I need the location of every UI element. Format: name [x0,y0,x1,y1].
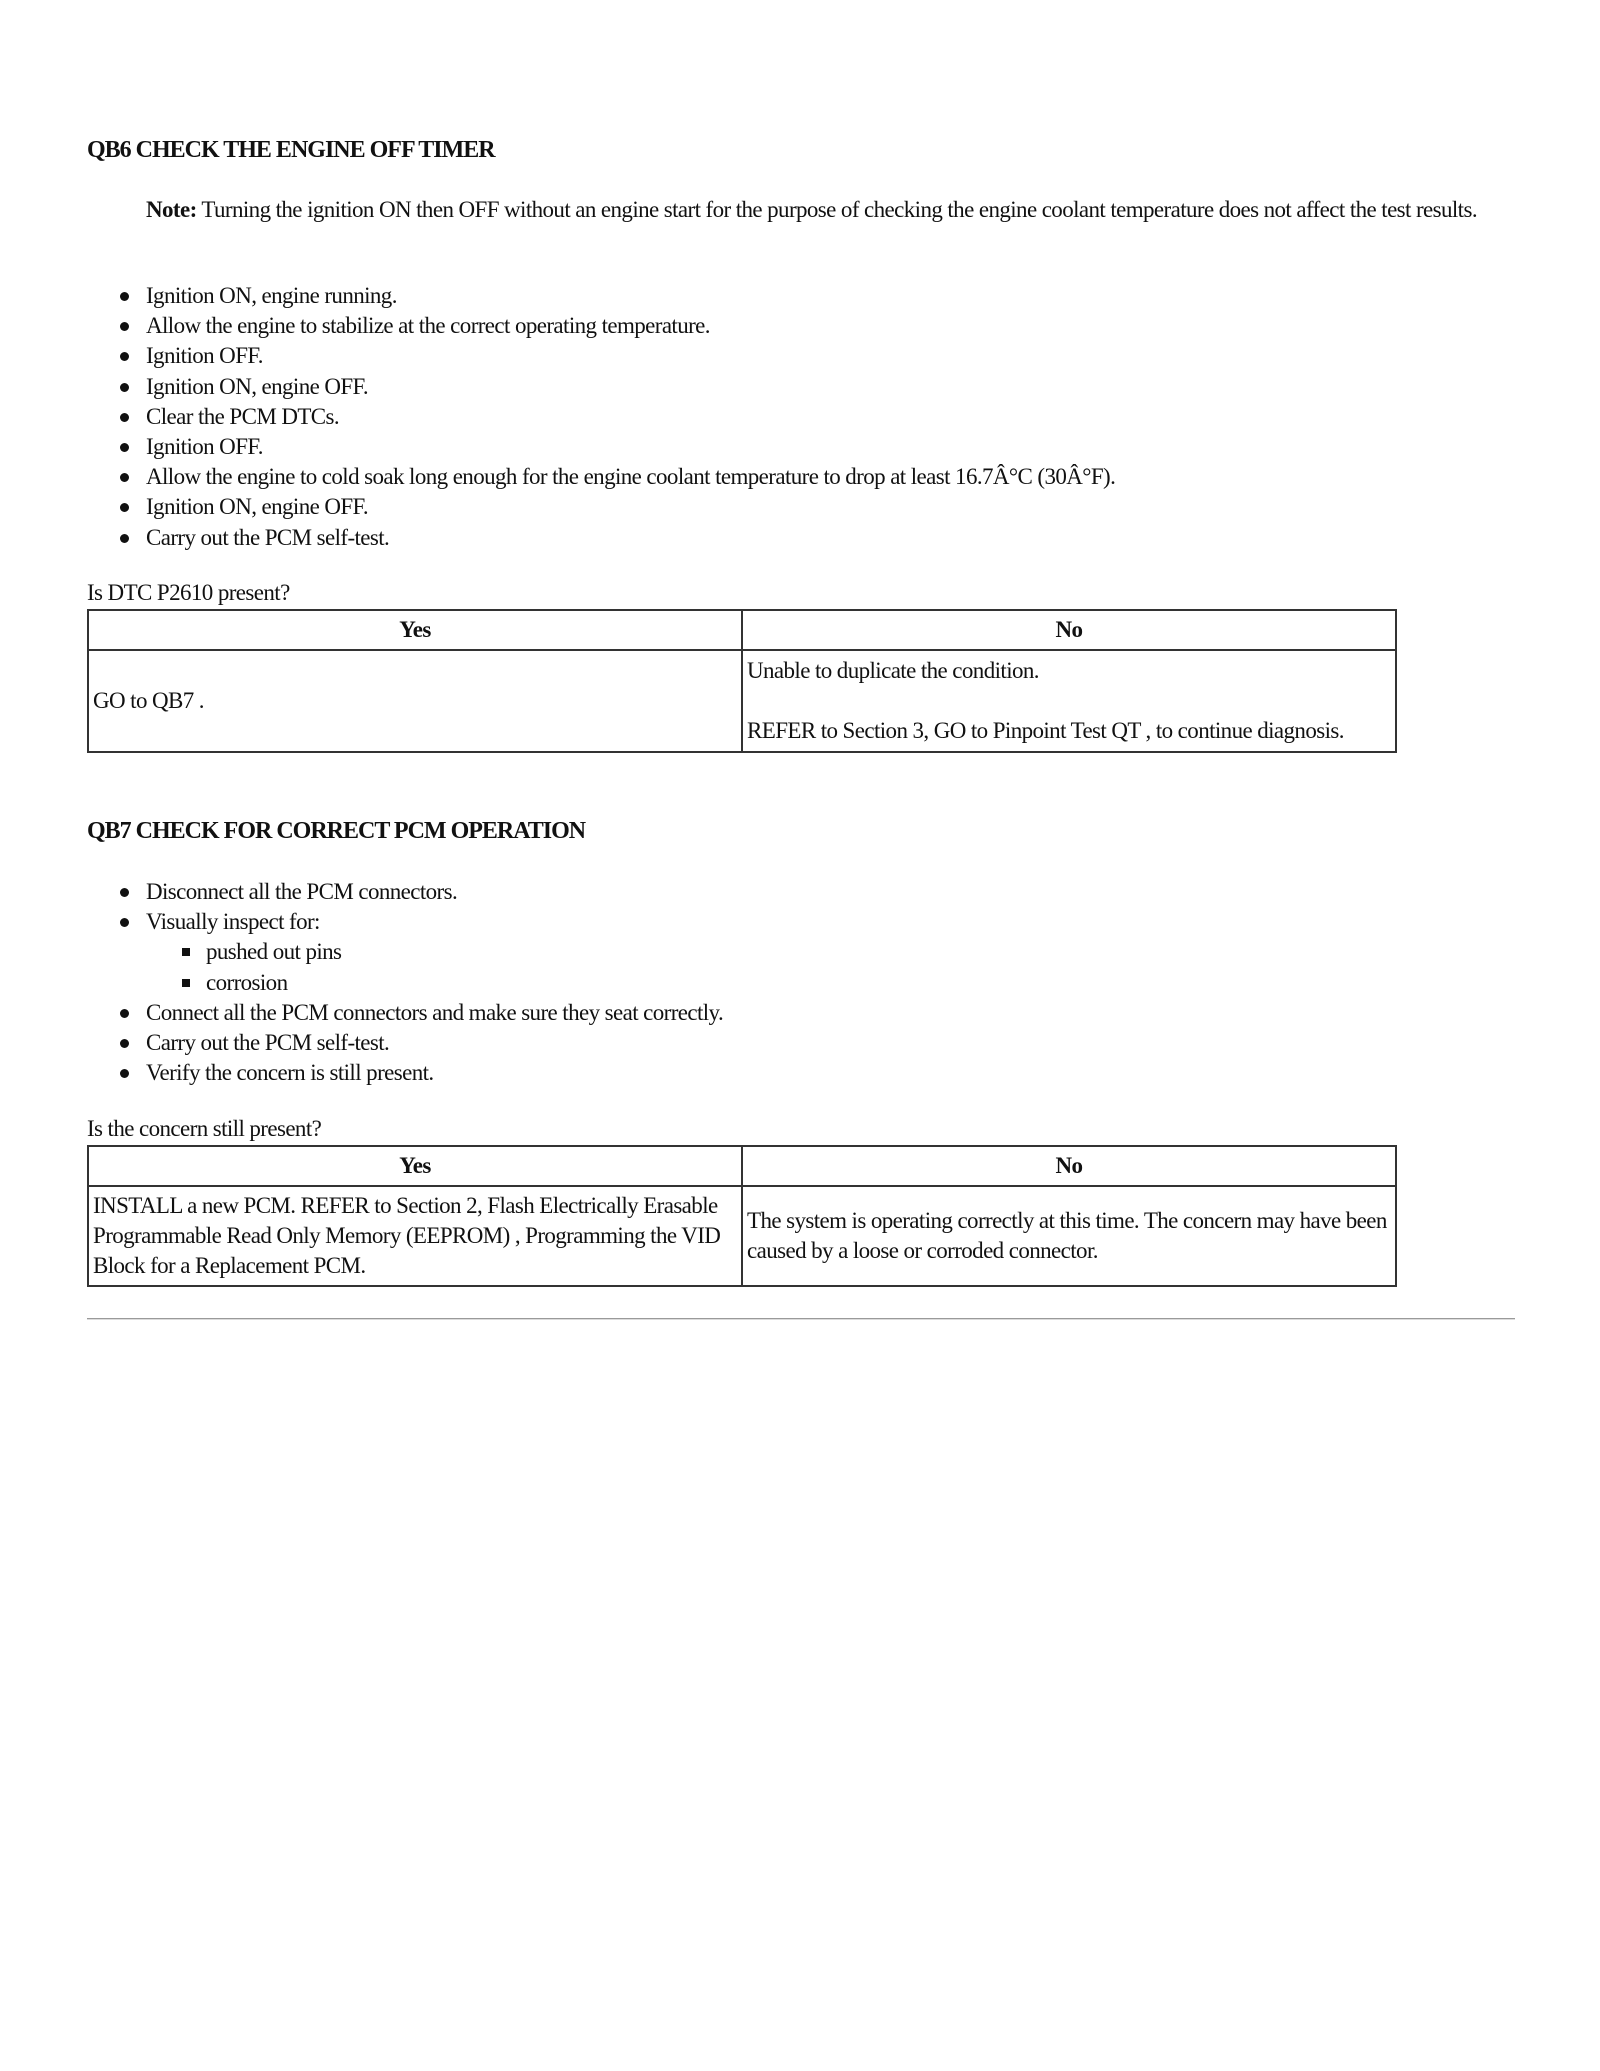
yes-cell: INSTALL a new PCM. REFER to Section 2, Flash Electrically Erasable Programmable Read Only Memory (EEPROM) , Programming the VID Block for a Replacement PCM. [88,1186,742,1286]
no-text-line-2: REFER to Section 3, GO to Pinpoint Test QT , to continue diagnosis. [747,718,1344,743]
list-item: Carry out the PCM self-test. [146,1028,723,1058]
no-header: No [742,1146,1396,1186]
table-row [88,1186,1396,1286]
qb7-heading: QB7 CHECK FOR CORRECT PCM OPERATION [87,818,586,844]
qb7-question: Is the concern still present? [87,1116,322,1141]
qb6-answer-table [87,609,1397,753]
list-item: Ignition ON, engine running. [146,281,1115,311]
table-header-row [88,1146,1396,1186]
yes-cell: GO to QB7 . [88,650,742,752]
qb7-steps-list [87,877,723,1088]
qb6-note [146,195,1486,225]
no-cell [742,650,1396,752]
table-row [88,650,1396,752]
note-label: Note: [146,197,197,222]
inspect-sublist [146,937,723,997]
list-item: Carry out the PCM self-test. [146,523,1115,553]
sub-list-item: corrosion [206,968,723,998]
qb6-heading: QB6 CHECK THE ENGINE OFF TIMER [87,137,495,163]
sub-list-item: pushed out pins [206,937,723,967]
list-item: Verify the concern is still present. [146,1058,723,1088]
horizontal-rule [87,1318,1515,1320]
note-text: Turning the ignition ON then OFF without an engine start for the purpose of checking the engine coolant temperature does not affect the test results. [196,197,1477,222]
table-header-row [88,610,1396,650]
list-item: Allow the engine to cold soak long enough for the engine coolant temperature to drop at least 16.7Â°C (30Â°F). [146,462,1115,492]
qb6-question: Is DTC P2610 present? [87,580,290,605]
inspect-label: Visually inspect for: [146,909,320,935]
list-item: Allow the engine to stabilize at the correct operating temperature. [146,311,1115,341]
list-item: Connect all the PCM connectors and make sure they seat correctly. [146,998,723,1028]
qb7-answer-table [87,1145,1397,1287]
yes-header: Yes [88,610,742,650]
qb6-steps-list [87,281,1115,553]
list-item: Ignition OFF. [146,432,1115,462]
no-header: No [742,610,1396,650]
list-item: Ignition OFF. [146,341,1115,371]
list-item [146,907,723,998]
yes-header: Yes [88,1146,742,1186]
list-item: Ignition ON, engine OFF. [146,492,1115,522]
no-text-line-1: Unable to duplicate the condition. [747,658,1039,683]
list-item: Clear the PCM DTCs. [146,402,1115,432]
no-cell: The system is operating correctly at this time. The concern may have been caused by a loose or corroded connector. [742,1186,1396,1286]
list-item: Disconnect all the PCM connectors. [146,877,723,907]
list-item: Ignition ON, engine OFF. [146,372,1115,402]
